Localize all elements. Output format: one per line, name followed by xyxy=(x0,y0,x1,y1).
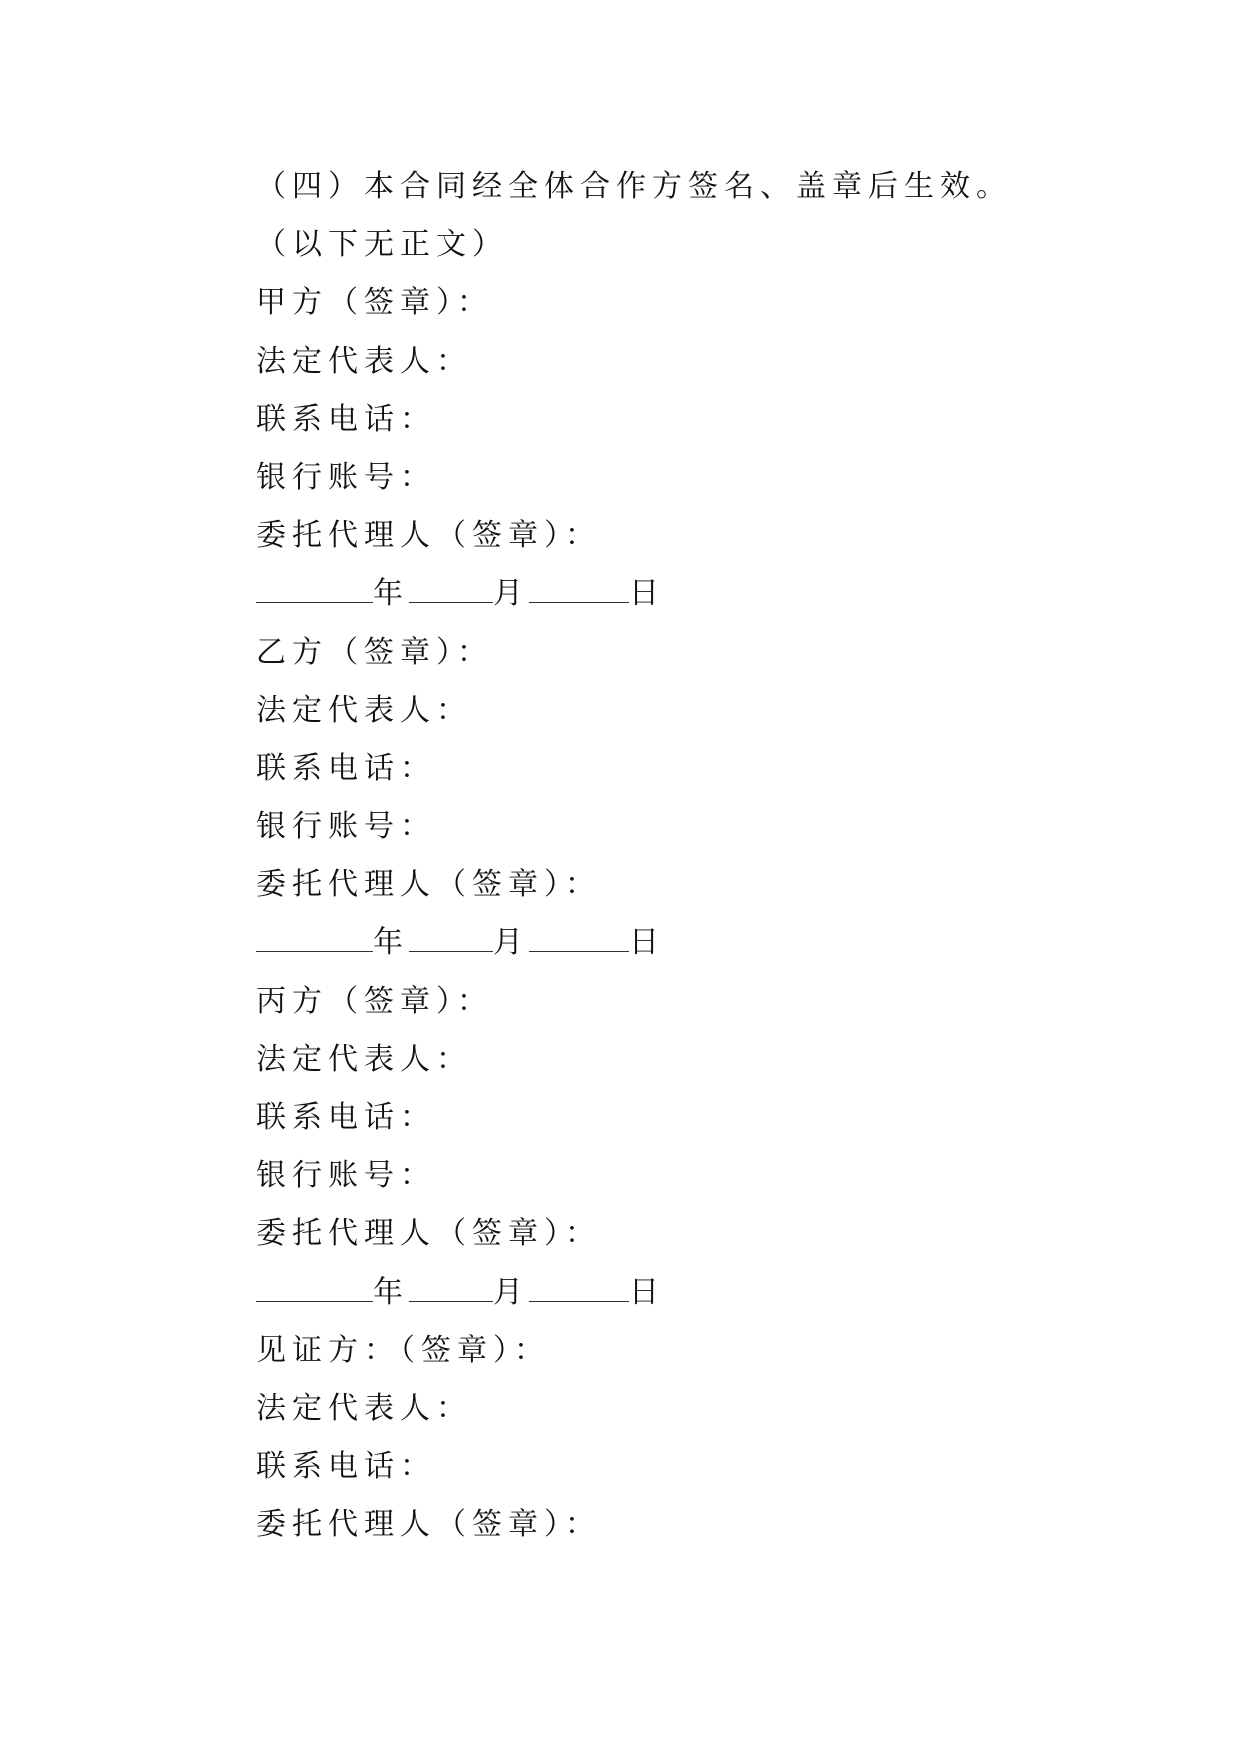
party-b-agent-label: 委托代理人（签章）： xyxy=(256,867,601,903)
effectiveness-clause: （四）本合同经全体合作方签名、盖章后生效。 xyxy=(256,169,1012,204)
month-blank xyxy=(409,929,493,952)
party-c-seal-label: 丙方（签章）： xyxy=(256,983,493,1019)
day-label: 日 xyxy=(629,576,665,612)
witness-agent-label: 委托代理人（签章）： xyxy=(256,1507,601,1543)
party-a-phone-label: 联系电话： xyxy=(256,401,436,437)
party-b-date-line xyxy=(256,914,1056,972)
witness-seal-label: 见证方：（签章）： xyxy=(256,1332,550,1368)
party-b-bank-account-label: 银行账号： xyxy=(256,809,436,845)
month-label: 月 xyxy=(493,1274,529,1310)
year-label: 年 xyxy=(373,1274,409,1310)
party-b-seal-label: 乙方（签章）： xyxy=(256,634,493,670)
party-b-phone-label: 联系电话： xyxy=(256,750,436,786)
party-c-date-line xyxy=(256,1264,1056,1322)
year-label: 年 xyxy=(373,925,409,961)
month-blank xyxy=(409,580,493,603)
year-blank xyxy=(256,580,373,603)
witness-phone-label: 联系电话： xyxy=(256,1449,436,1485)
party-a-date-line xyxy=(256,565,1056,623)
day-blank xyxy=(529,580,629,603)
party-c-agent-label: 委托代理人（签章）： xyxy=(256,1216,601,1252)
day-blank xyxy=(529,929,629,952)
day-label: 日 xyxy=(629,925,665,961)
day-label: 日 xyxy=(629,1274,665,1310)
month-label: 月 xyxy=(493,576,529,612)
party-a-seal-label: 甲方（签章）： xyxy=(256,285,493,321)
witness-legal-rep-label: 法定代表人： xyxy=(256,1390,472,1426)
party-c-bank-account-label: 银行账号： xyxy=(256,1158,436,1194)
year-blank xyxy=(256,929,373,952)
no-further-text-note: （以下无正文） xyxy=(256,227,508,263)
year-blank xyxy=(256,1279,373,1302)
month-label: 月 xyxy=(493,925,529,961)
party-c-legal-rep-label: 法定代表人： xyxy=(256,1041,472,1077)
document-body xyxy=(256,158,1056,1555)
party-b-legal-rep-label: 法定代表人： xyxy=(256,692,472,728)
day-blank xyxy=(529,1279,629,1302)
party-c-phone-label: 联系电话： xyxy=(256,1100,436,1135)
month-blank xyxy=(409,1279,493,1302)
party-a-legal-rep-label: 法定代表人： xyxy=(256,343,472,379)
party-a-bank-account-label: 银行账号： xyxy=(256,459,436,495)
year-label: 年 xyxy=(373,576,409,612)
party-a-agent-label: 委托代理人（签章）： xyxy=(256,518,601,554)
